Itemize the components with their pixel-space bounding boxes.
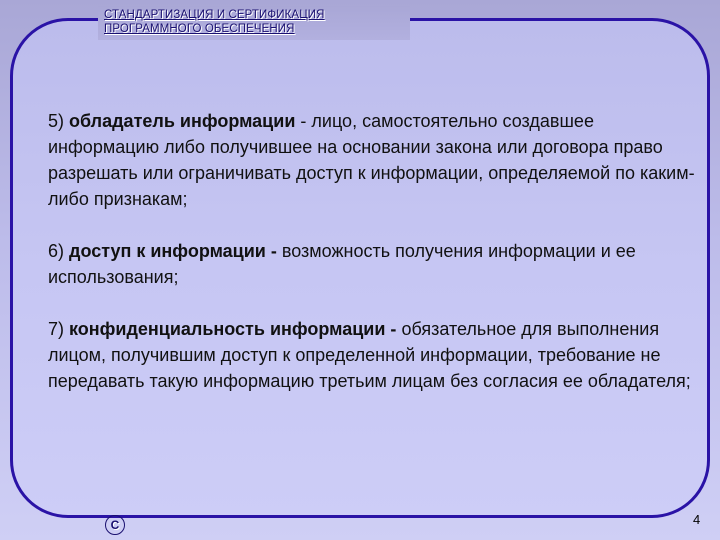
definition-text: обязательное для выполнения лицом, получившим доступ к определенной информации, требование не передавать такую информацию третьим лицам без согласия ее обладателя; bbox=[48, 319, 691, 391]
copyright-icon: С bbox=[105, 515, 125, 535]
definitions-body bbox=[48, 108, 698, 420]
definition-7 bbox=[48, 316, 698, 394]
page-number: 4 bbox=[693, 512, 701, 527]
definition-text: - лицо, самостоятельно создавшее информацию либо получившее на основании закона или договора право разрешать или ограничивать доступ к информации, определяемой по каким-либо признакам; bbox=[48, 111, 695, 209]
definition-term: доступ к информации - bbox=[69, 241, 277, 261]
definition-6 bbox=[48, 238, 698, 290]
definition-text: возможность получения информации и ее использования; bbox=[48, 241, 636, 287]
definition-term: конфиденциальность информации - bbox=[69, 319, 397, 339]
definition-5 bbox=[48, 108, 698, 212]
header-line-1: СТАНДАРТИЗАЦИЯ И СЕРТИФИКАЦИЯ bbox=[104, 9, 325, 21]
definition-number: 6) bbox=[48, 241, 70, 261]
header-line-2: ПРОГРАММНОГО ОБЕСПЕЧЕНИЯ bbox=[104, 23, 295, 35]
slide-header bbox=[98, 6, 410, 40]
definition-number: 5) bbox=[48, 111, 70, 131]
definition-term: обладатель информации bbox=[69, 111, 296, 131]
definition-number: 7) bbox=[48, 319, 70, 339]
